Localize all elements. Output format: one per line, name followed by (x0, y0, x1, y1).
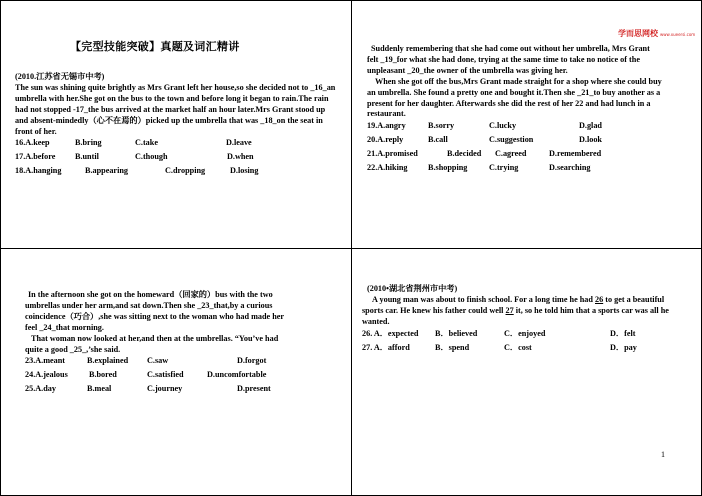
option-row-26 (362, 329, 680, 343)
option-row-27 (362, 343, 680, 357)
option: B.bored (89, 370, 117, 380)
passage-1-section-b (367, 44, 663, 177)
option: 16.A.keep (15, 138, 50, 148)
option-row-16 (15, 138, 337, 152)
option: C.lucky (489, 121, 517, 131)
option: B.shopping (428, 163, 468, 173)
passage-2 (362, 284, 680, 357)
option: C.dropping (165, 166, 206, 176)
logo-text: 学而思网校 (618, 29, 658, 38)
blank-27: 27 (505, 305, 514, 315)
passage-1-section-a (15, 72, 337, 180)
option: 22.A.hiking (367, 163, 408, 173)
passage-2-paragraph-1 (362, 295, 680, 328)
option-row-24 (25, 370, 295, 384)
passage-1-paragraph-3: When she got off the bus,Mrs Grant made straight for a shop where she could buy an umbrella. She found a pretty one and bought it.Then she _21_to buy another as a present for her daughter. Afterwards she did the rest of her 22 and had lunch in a restaurant. (367, 76, 662, 119)
option-row-23 (25, 356, 295, 370)
page-number: 1 (661, 450, 665, 459)
option: C.agreed (495, 149, 527, 159)
option: D.searching (549, 163, 591, 173)
option: B.meal (87, 384, 112, 394)
passage-2-text-c: it, so he told him that a sports car was all he wanted. (362, 305, 669, 326)
option: C.suggestion (489, 135, 534, 145)
passage-1-paragraph-1: The sun was shining quite brightly as Mrs Grant left her house,so she decided not to _16_an umbrella with her.She got on the bus to the town and before long it began to rain.The rain had not stopped -17_the bus arrived at the market half an hour later.Mrs Grant stood up and absent-mindedly（心不在焉的）picked up the umbrella that was _18_on the seat in front of her. (15, 82, 336, 136)
option: D.forgot (237, 356, 267, 366)
option: C.saw (147, 356, 169, 366)
option: D．pay (610, 342, 637, 352)
horizontal-divider (0, 248, 702, 249)
blank-26: 26 (595, 294, 604, 304)
option: D.glad (579, 121, 602, 131)
option: D.leave (226, 138, 252, 148)
option: D．felt (610, 328, 636, 338)
option: B．spend (435, 342, 470, 352)
option: C.satisfied (147, 370, 184, 380)
option: 24.A.jealous (25, 370, 68, 380)
option: B.call (428, 135, 448, 145)
passage-2-text-a: A young man was about to finish school. For a long time he had (372, 294, 593, 304)
passage-1-paragraph-4: In the afternoon she got on the homeward（回家的）bus with the two umbrellas under her arm,and sat down.Then she _23_that,by a curious coincidence（巧合）,she was sitting next to the woman who had made her feel _24_that morning. (25, 290, 284, 332)
option: D.losing (230, 166, 259, 176)
option-row-20 (367, 135, 663, 149)
option-row-19 (367, 121, 663, 135)
option: 26. A．expected (362, 328, 419, 338)
option: B.appearing (85, 166, 128, 176)
page-title: 【完型技能突破】真题及词汇精讲 (70, 40, 240, 53)
option: D.remembered (549, 149, 602, 159)
option: B.explained (87, 356, 129, 366)
option: D.present (237, 384, 271, 394)
option: D.uncomfortable (207, 370, 267, 380)
option: D.when (227, 152, 254, 162)
option: B.sorry (428, 121, 455, 131)
option: 21.A.promised (367, 149, 418, 159)
option: B.decided (447, 149, 482, 159)
option: C.trying (489, 163, 519, 173)
passage-1-section-c (25, 290, 295, 398)
passage-1-paragraph-2: Suddenly remembering that she had come out without her umbrella, Mrs Grant felt _19_for what she had done, trying at the same time to take no notice of the unpleasant _20_the owner of the umbrella was giving her. (367, 44, 650, 75)
option-row-21 (367, 149, 663, 163)
option: C.take (135, 138, 158, 148)
option: 20.A.reply (367, 135, 404, 145)
option: 18.A.hanging (15, 166, 62, 176)
option-row-22 (367, 163, 663, 177)
option: B.until (75, 152, 99, 162)
option: C．enjoyed (504, 328, 546, 338)
option: B．believed (435, 328, 478, 338)
option: B.bring (75, 138, 102, 148)
option: C.though (135, 152, 168, 162)
option: 17.A.before (15, 152, 56, 162)
option: C.journey (147, 384, 183, 394)
passage-2-text-b: to get a beautiful sports car. He knew his father could well (362, 294, 665, 315)
option: 27. A．afford (362, 342, 410, 352)
option: C．cost (504, 342, 532, 352)
option: 25.A.day (25, 384, 56, 394)
option-row-17 (15, 152, 337, 166)
option: 23.A.meant (25, 356, 66, 366)
passage-1-source: (2010.江苏省无锡市中考) (15, 72, 105, 81)
option-row-18 (15, 166, 337, 180)
option-row-25 (25, 384, 295, 398)
logo-subtext: www.xueersi.com (660, 32, 696, 37)
passage-1-paragraph-5: That woman now looked at her,and then at the umbrellas. “You’ve had quite a good _25_,’she said. (25, 333, 279, 354)
passage-2-source: (2010•湖北省荆州市中考) (367, 284, 458, 293)
option: 19.A.angry (367, 121, 406, 131)
brand-logo (618, 28, 695, 39)
option: D.look (579, 135, 602, 145)
